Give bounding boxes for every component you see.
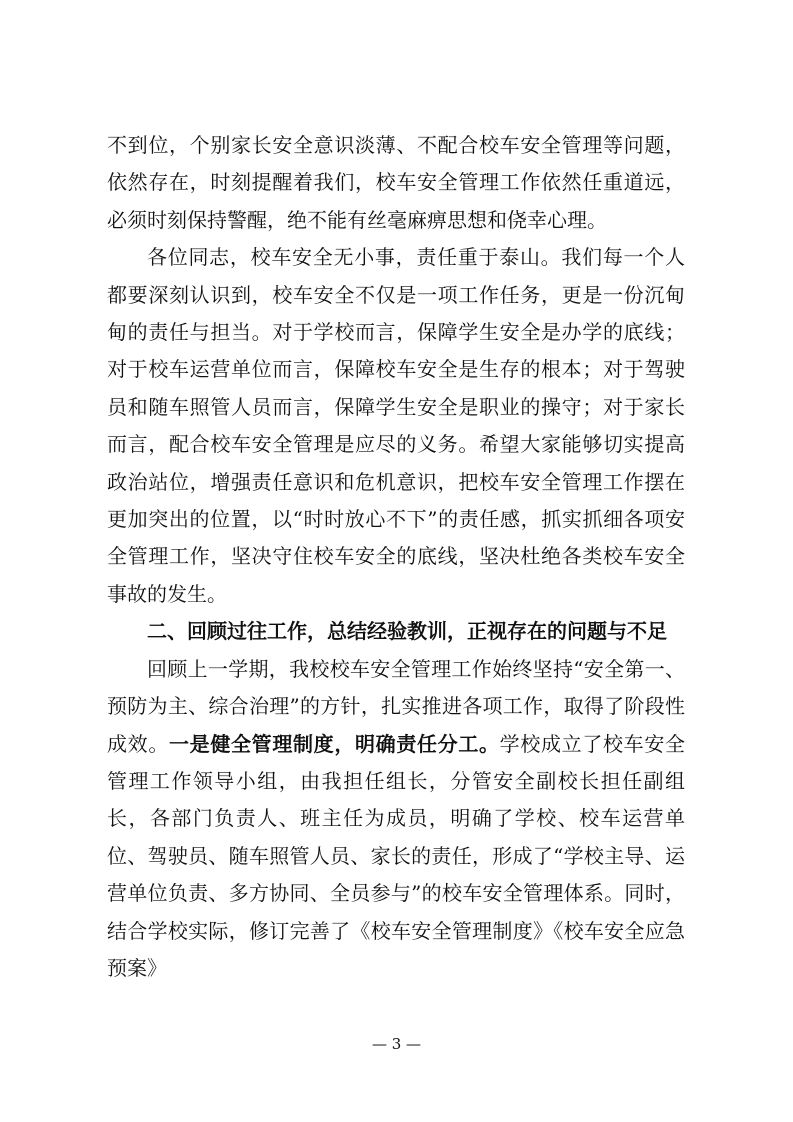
- section-heading-2: 二、回顾过往工作，总结经验教训，正视存在的问题与不足: [147, 619, 667, 644]
- review-point-one: 一是健全管理制度，明确责任分工。: [169, 731, 500, 756]
- body-text: [107, 127, 685, 987]
- paragraph-review: [107, 651, 685, 988]
- review-details: 学校成立了校车安全管理工作领导小组，由我担任组长，分管安全副校长担任副组长，各部门负责人、班主任为成员，明确了学校、校车运营单位、驾驶员、随车照管人员、家长的责任，形成了“学校主导、运营单位负责、多方协同、全员参与”的校车安全管理体系。同时，结合学校实际，修订完善了《校车安全管理制度》《校车安全应急预案》: [107, 731, 686, 980]
- paragraph-responsibility: 各位同志，校车安全无小事，责任重于泰山。我们每一个人都要深刻认识到，校车安全不仅是一项工作任务，更是一份沉甸甸的责任与担当。对于学校而言，保障学生安全是办学的底线；对于校车运营单位而言，保障校车安全是生存的根本；对于驾驶员和随车照管人员而言，保障学生安全是职业的操守；对于家长而言，配合校车安全管理是应尽的义务。希望大家能够切实提高政治站位，增强责任意识和危机意识，把校车安全管理工作摆在更加突出的位置，以“时时放心不下”的责任感，抓实抓细各项安全管理工作，坚决守住校车安全的底线，坚决杜绝各类校车安全事故的发生。: [107, 245, 685, 606]
- review-intro: 回顾上一学期，我校校车安全管理工作始终坚持“安全第一、预防为主、综合治理”的方针，扎实推进各项工作，取得了阶段性成效。: [107, 656, 685, 756]
- page-number: — 3 —: [371, 1035, 422, 1053]
- paragraph-continuation: 不到位，个别家长安全意识淡薄、不配合校车安全管理等问题，依然存在，时刻提醒着我们，校车安全管理工作依然任重道远，必须时刻保持警醒，绝不能有丝毫麻痹思想和侥幸心理。: [107, 133, 685, 232]
